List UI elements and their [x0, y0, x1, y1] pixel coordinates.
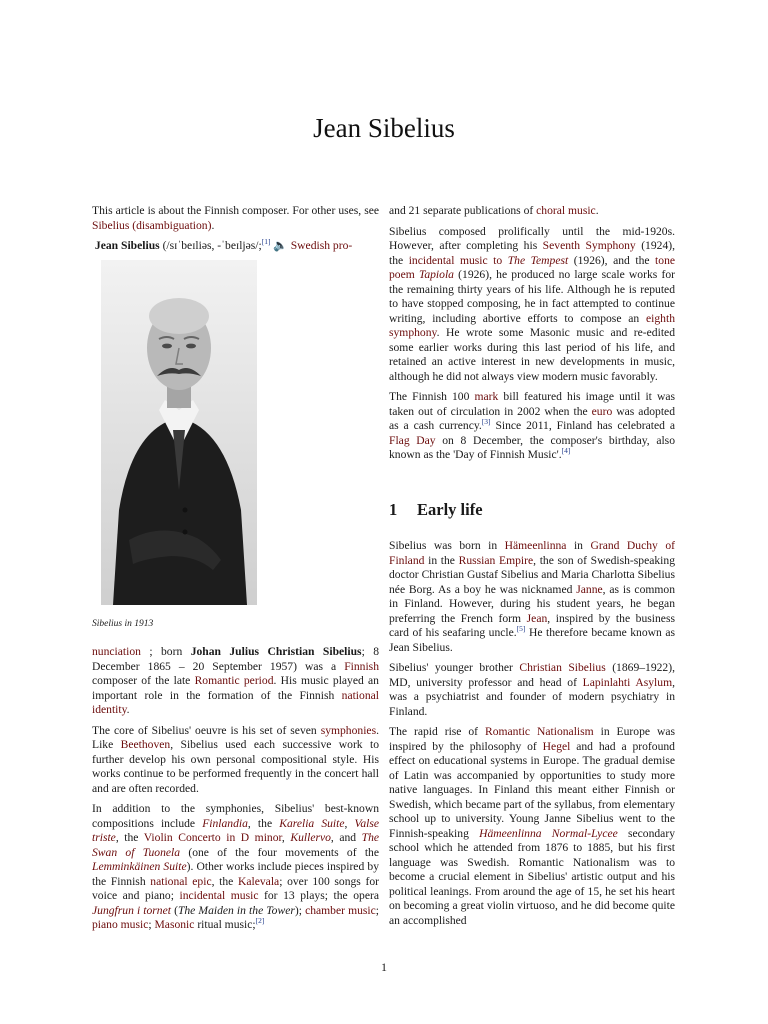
christian-sibelius-link[interactable]: Christian Sibelius [519, 661, 606, 674]
left-column [92, 204, 379, 939]
jungfrun-link[interactable]: Jungfrun i tornet [92, 903, 171, 917]
hameenlinna-link[interactable]: Hämeenlinna [504, 539, 567, 552]
grand-duchy-link[interactable]: Grand Duchy of Finland [389, 539, 675, 567]
eighth-symphony-link[interactable]: eighth symphony [389, 311, 675, 339]
ipa-link[interactable]: sɪˈbeɪliəs, -ˈbeɪljəs [169, 239, 256, 252]
portrait-caption: Sibelius in 1913 [92, 618, 154, 629]
ref-3[interactable]: [3] [481, 417, 491, 427]
ref-1[interactable]: [1] [261, 237, 271, 247]
euro-link[interactable]: euro [591, 404, 613, 418]
romantic-period-link[interactable]: Romantic period [194, 674, 274, 687]
kalevala-link[interactable]: Kalevala [238, 874, 280, 888]
tapiola-link[interactable]: tone poem Tapiola [389, 253, 676, 281]
choral-music-link[interactable]: choral music [536, 204, 596, 217]
pronunciation-link[interactable]: nunciation [92, 645, 141, 658]
seventh-symphony-link[interactable]: Seventh Symphony [542, 239, 636, 252]
lemminkainen-suite-link[interactable]: Lemminkäinen Suite [92, 860, 187, 873]
romantic-nationalism-link[interactable]: Romantic Nationalism [484, 725, 594, 738]
national-epic-link[interactable]: national epic [150, 874, 212, 888]
lapinlahti-asylum-link[interactable]: Lapinlahti Asylum [582, 675, 673, 689]
lead-line: Jean Sibelius (/sɪˈbeɪliəs, -ˈbeɪljəs/;[1] 🔈 Swedish pro- [94, 237, 353, 252]
ref-4[interactable]: [4] [561, 446, 571, 456]
mark-link[interactable]: mark [474, 390, 499, 403]
banknote-paragraph: The Finnish 100 mark bill featured his image until it was taken out of circulation in 2002 when the euro was adopted as a cash currency.[3] Since 2011, Finland has celebrated a Flag Day on 8 December, the composer's birthday, also known as the 'Day of Finnish Music'.[4] [389, 390, 676, 461]
russian-empire-link[interactable]: Russian Empire [458, 553, 534, 567]
beethoven-link[interactable]: Beethoven [120, 738, 171, 751]
hegel-link[interactable]: Hegel [542, 739, 571, 753]
portrait-illustration [101, 260, 257, 605]
swedish-pronunciation-link[interactable]: Swedish pro- [290, 239, 353, 252]
symphonies-link[interactable]: symphonies [320, 723, 377, 737]
hatnote: This article is about the Finnish composer. For other uses, see Sibelius (disambiguation). [92, 204, 379, 232]
tempest-link[interactable]: incidental music to The Tempest [408, 253, 569, 267]
violin-concerto-link[interactable]: Violin Concerto in D minor [143, 831, 282, 844]
national-identity-link[interactable]: national identity [92, 688, 379, 716]
incidental-music-link[interactable]: incidental music [179, 889, 259, 902]
ref-5[interactable]: [5] [516, 624, 526, 634]
page-title: Jean Sibelius [313, 113, 455, 143]
normal-lycee-link[interactable]: Hämeenlinna Normal-Lycee [479, 826, 618, 840]
section-heading-early-life [389, 499, 675, 519]
brother-paragraph: Sibelius' younger brother Christian Sibelius (1869–1922), MD, university professor and head of Lapinlahti Asylum, was a psychiatrist and founder of modern psychiatry in Finland. [389, 661, 676, 718]
sibelius-portrait [101, 260, 257, 605]
nationalism-paragraph: The rapid rise of Romantic Nationalism in Europe was inspired by the philosophy of Hegel and had a profound effect on educational systems in Europe. The gradual demise of Latin was accompanied by opportunities to study more native languages. In Finland this meant either Finnish or Swedish, which became part of the syllabus, from elementary school up to university. Young Janne Sibelius went to the Finnish-speaking Hämeenlinna Normal-Lycee secondary school which he attended from 1876 to 1885, but his first language was Swedish. Romantic Nationalism was to become a crucial element in Sibelius' artistic output and his political leanings. From around the age of 15, he set his heart on becoming a great violin virtuoso, and he did become quite an accomplished [389, 725, 675, 927]
speaker-icon[interactable]: 🔈 [270, 239, 291, 252]
kullervo-link[interactable]: Kullervo [290, 831, 331, 844]
choral-paragraph: and 21 separate publications of choral music. [389, 204, 599, 217]
valse-triste-link[interactable]: Valse triste [92, 816, 380, 844]
full-name: Johan Julius Christian Sibelius [190, 645, 362, 658]
birth-paragraph: Sibelius was born in Hämeenlinna in Grand Duchy of Finland in the Russian Empire, the son of Swedish-speaking doctor Christian Gustaf Sibelius and Maria Charlotta Sibelius née Borg. As a boy he was nicknamed Janne, as is common in Finland. However, during his student years, he began preferring the French form Jean, inspired by the business card of his seafaring uncle.[5] He therefore became known as Jean Sibelius. [389, 539, 675, 654]
symphonies-paragraph: The core of Sibelius' oeuvre is his set of seven symphonies. Like Beethoven, Sibelius used each successive work to further develop his own personal compositional style. His works continue to be performed frequently in the concert hall and are often recorded. [92, 723, 379, 795]
page-number: 1 [381, 960, 387, 974]
works-paragraph: In addition to the symphonies, Sibelius' best-known compositions include Finlandia, the Karelia Suite, Valse triste, the Violin Concerto in D minor, Kullervo, and The Swan of Tuonela (one of the four movements of the Lemminkäinen Suite). Other works include pieces inspired by the Finnish national epic, the Kalevala; over 100 songs for voice and piano; incidental music for 13 plays; the opera Jungfrun i tornet (The Maiden in the Tower); chamber music; piano music; Masonic ritual music;[2] [92, 802, 380, 931]
later-years-paragraph: Sibelius composed prolifically until the mid-1920s. However, after completing his Seventh Symphony (1924), the incidental music to The Tempest (1926), and the tone poem Tapiola (1926), he produced no large scale works for the remaining thirty years of his life. Although he is reputed to have stopped composing, he in fact attempted to continue writing, including abortive efforts to compose an eighth symphony. He wrote some Masonic music and re-edited some earlier works during this last period of his life, and retained an active interest in new developments in music, although he did not always view modern music favorably. [389, 224, 676, 383]
right-column [389, 204, 675, 934]
jean-link[interactable]: Jean [526, 611, 548, 625]
masonic-link[interactable]: Masonic [154, 918, 195, 931]
section-number: 1 [389, 499, 398, 519]
lead-paragraph: nunciation ; born Johan Julius Christian Sibelius; 8 December 1865 – 20 September 1957) was a Finnish composer of the late Romantic period. His music played an important role in the formation of the Finnish national identity. [92, 645, 379, 716]
karelia-suite-link[interactable]: Karelia Suite [279, 816, 345, 830]
section-title: Early life [417, 499, 483, 519]
piano-music-link[interactable]: piano music [92, 918, 149, 931]
ref-2[interactable]: [2] [255, 916, 265, 926]
janne-link[interactable]: Janne [576, 582, 603, 596]
chamber-music-link[interactable]: chamber music [305, 903, 376, 917]
finnish-link[interactable]: Finnish [344, 659, 379, 673]
lead-name: Jean Sibelius [94, 239, 160, 252]
disambiguation-link[interactable]: Sibelius (disambiguation) [92, 218, 212, 232]
finlandia-link[interactable]: Finlandia [202, 816, 248, 830]
swan-of-tuonela-link[interactable]: The Swan of Tuonela [92, 831, 380, 859]
flag-day-link[interactable]: Flag Day [389, 433, 436, 447]
